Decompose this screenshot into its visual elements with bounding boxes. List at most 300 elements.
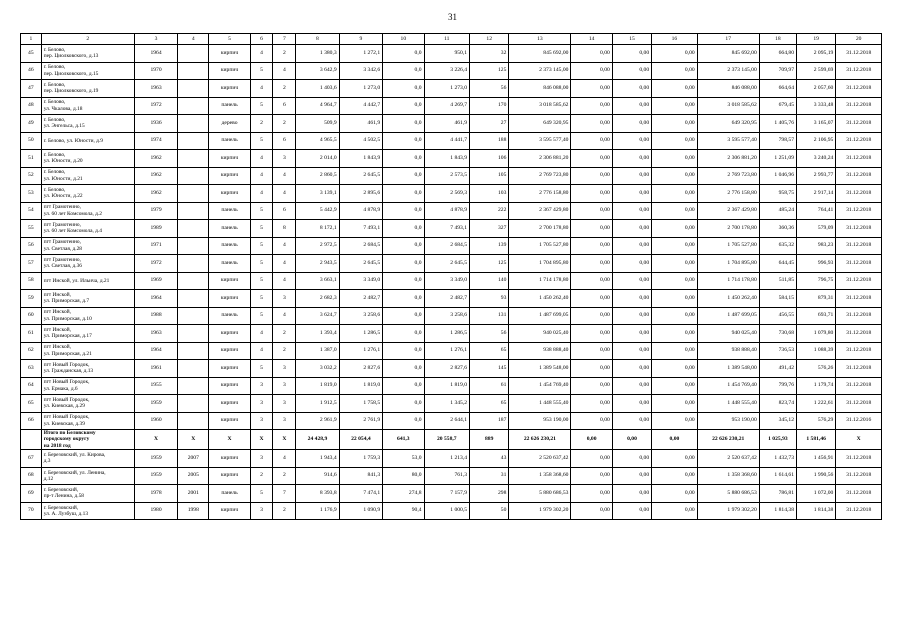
table-cell: 2 014,0 — [296, 150, 339, 168]
table-cell: 2 769 723,80 — [509, 167, 571, 185]
table-cell: 1988 — [134, 307, 177, 325]
table-cell: 0,00 — [571, 342, 612, 360]
table-cell: 3 258,6 — [424, 307, 470, 325]
table-cell: 5 — [250, 202, 273, 220]
table-row — [21, 220, 882, 238]
table-cell: 66 — [21, 412, 42, 430]
table-cell: 0,0 — [383, 307, 424, 325]
table-cell: 0,0 — [383, 395, 424, 413]
table-cell: X — [134, 430, 177, 450]
table-cell: 2 095,19 — [797, 45, 836, 63]
table-cell: 47 — [21, 80, 42, 98]
table-cell: 0,00 — [571, 220, 612, 238]
table-cell: 46 — [21, 62, 42, 80]
column-header: 7 — [273, 34, 296, 45]
table-cell: 0,00 — [571, 360, 612, 378]
table-cell: 1959 — [134, 450, 177, 468]
table-cell: 845 692,00 — [509, 45, 571, 63]
table-cell: 3 663,1 — [296, 272, 339, 290]
table-cell: 52 — [21, 167, 42, 185]
table-cell: кирпич — [209, 185, 250, 203]
table-cell: 90,4 — [383, 502, 424, 520]
table-cell: 664,80 — [759, 45, 796, 63]
table-cell: 20 558,7 — [424, 430, 470, 450]
table-cell: 3 624,7 — [296, 307, 339, 325]
table-cell: 0,0 — [383, 342, 424, 360]
table-cell: 2 860,5 — [296, 167, 339, 185]
table-cell: 187 — [470, 412, 509, 430]
address-cell: пгт Новый Городок, ул. Киевская, д.29 — [41, 395, 134, 413]
table-cell: 841,3 — [339, 467, 382, 485]
table-cell: 491,42 — [759, 360, 796, 378]
table-cell: 4 — [273, 307, 296, 325]
table-cell: 0,00 — [612, 255, 651, 273]
table-cell: 584,15 — [759, 290, 796, 308]
table-cell: 31.12.2018 — [836, 220, 882, 238]
table-cell: 0,00 — [652, 202, 698, 220]
table-cell: 0,00 — [571, 377, 612, 395]
table-cell: 0,00 — [652, 307, 698, 325]
table-cell: 0,00 — [612, 290, 651, 308]
table-cell: 2 645,5 — [339, 167, 382, 185]
table-cell: 1 614,61 — [759, 467, 796, 485]
address-cell: пгт Грамотеино, ул. 60 лет Комсомола, д.4 — [41, 220, 134, 238]
table-cell: 1 403,6 — [296, 80, 339, 98]
table-cell: 22 626 230,21 — [509, 430, 571, 450]
column-header: 15 — [612, 34, 651, 45]
table-cell: 664,64 — [759, 80, 796, 98]
table-cell: кирпич — [209, 360, 250, 378]
table-cell: 2 306 881,20 — [697, 150, 759, 168]
table-cell: 1 273,0 — [339, 80, 382, 98]
table-cell: 649 320,95 — [509, 115, 571, 133]
table-cell: 69 — [21, 485, 42, 503]
table-cell: 1 487 699,05 — [697, 307, 759, 325]
table-cell: 2 — [250, 467, 273, 485]
column-number-row — [21, 34, 882, 45]
table-cell: 0,0 — [383, 360, 424, 378]
table-cell: 0,0 — [383, 377, 424, 395]
table-cell: 2 482,7 — [424, 290, 470, 308]
table-cell: 61 — [21, 325, 42, 343]
table-cell: 31.12.2018 — [836, 290, 882, 308]
table-cell: 31.12.2018 — [836, 395, 882, 413]
table-cell: 1 843,9 — [339, 150, 382, 168]
table-cell: 125 — [470, 62, 509, 80]
table-cell: 0,00 — [571, 290, 612, 308]
table-cell: 31.12.2018 — [836, 80, 882, 98]
table-cell: 693,71 — [797, 307, 836, 325]
table-cell: 1 454 769,40 — [697, 377, 759, 395]
table-cell: дерево — [209, 115, 250, 133]
table-cell: 1 819,0 — [424, 377, 470, 395]
table-row — [21, 485, 882, 503]
table-cell: 0,00 — [612, 62, 651, 80]
table-cell: 3 018 585,62 — [697, 97, 759, 115]
table-cell: 1 088,39 — [797, 342, 836, 360]
table-cell: 2 — [273, 80, 296, 98]
table-cell: 0,00 — [652, 272, 698, 290]
table-cell: 31.12.2018 — [836, 272, 882, 290]
table-cell: 1 759,3 — [339, 450, 382, 468]
table-cell — [178, 185, 209, 203]
table-cell: 31.12.2018 — [836, 467, 882, 485]
table-cell: 0,00 — [571, 450, 612, 468]
table-cell: 0,00 — [571, 237, 612, 255]
table-cell: 576,29 — [797, 412, 836, 430]
table-cell: 1972 — [134, 97, 177, 115]
column-header: 4 — [178, 34, 209, 45]
table-cell: 3 595 577,40 — [697, 132, 759, 150]
table-cell: 3 — [250, 502, 273, 520]
table-cell: 1959 — [134, 395, 177, 413]
table-cell: 0,00 — [571, 395, 612, 413]
table-cell: 1 046,96 — [759, 167, 796, 185]
table-cell: 65 — [21, 395, 42, 413]
table-cell: 0,00 — [652, 97, 698, 115]
column-header: 2 — [41, 34, 134, 45]
table-cell: 0,00 — [571, 485, 612, 503]
table-cell: 3 349,0 — [424, 272, 470, 290]
table-cell: 3 — [250, 450, 273, 468]
address-cell: Итого по Беловскому городскому округу на 2018 год — [41, 430, 134, 450]
table-cell: 0,00 — [612, 325, 651, 343]
table-cell: 0,00 — [571, 185, 612, 203]
table-cell: 511,85 — [759, 272, 796, 290]
table-cell: 3 258,6 — [339, 307, 382, 325]
table-cell: 1 714 178,80 — [697, 272, 759, 290]
table-cell: 2 573,5 — [424, 167, 470, 185]
address-cell: г. Белово, ул. Энгельса, д.15 — [41, 115, 134, 133]
table-cell: 2 106,95 — [797, 132, 836, 150]
column-header: 19 — [797, 34, 836, 45]
table-cell: 5 — [250, 97, 273, 115]
table-cell: 0,00 — [652, 167, 698, 185]
table-cell: 65 — [470, 342, 509, 360]
table-cell: 0,00 — [612, 502, 651, 520]
table-cell: 8 172,1 — [296, 220, 339, 238]
table-cell: 1 943,4 — [296, 450, 339, 468]
table-cell: 22 626 230,21 — [697, 430, 759, 450]
table-cell: 1 758,5 — [339, 395, 382, 413]
table-cell: 31.12.2018 — [836, 45, 882, 63]
table-cell: 50 — [470, 502, 509, 520]
table-cell: 3 — [273, 290, 296, 308]
table-cell: 7 157,9 — [424, 485, 470, 503]
table-cell: 2 — [273, 115, 296, 133]
table-cell: 1979 — [134, 202, 177, 220]
table-cell: 2 — [250, 115, 273, 133]
table-cell: 4 — [273, 62, 296, 80]
table-cell: 31.12.2018 — [836, 255, 882, 273]
table-cell: 31.12.2018 — [836, 167, 882, 185]
address-cell: г. Белово, ул. Чкалова, д.18 — [41, 97, 134, 115]
table-cell: 8 — [273, 220, 296, 238]
page-number: 31 — [448, 12, 457, 22]
table-cell: 1955 — [134, 377, 177, 395]
table-cell: 64 — [21, 377, 42, 395]
table-cell: 461,9 — [424, 115, 470, 133]
table-cell: 1962 — [134, 185, 177, 203]
table-row — [21, 502, 882, 520]
table-cell: 4 878,9 — [424, 202, 470, 220]
table-cell — [178, 342, 209, 360]
table-cell: 1974 — [134, 132, 177, 150]
table-cell: 846 088,00 — [697, 80, 759, 98]
table-cell: кирпич — [209, 467, 250, 485]
address-cell: г. Березовский, ул. Кирова, д.3 — [41, 450, 134, 468]
table-cell: кирпич — [209, 167, 250, 185]
table-cell: 4 442,7 — [339, 97, 382, 115]
table-cell: 31.12.2018 — [836, 485, 882, 503]
housing-repair-table — [20, 33, 882, 520]
table-cell: кирпич — [209, 272, 250, 290]
table-cell: кирпич — [209, 45, 250, 63]
table-cell: 1 222,61 — [797, 395, 836, 413]
table-cell: 0,00 — [652, 395, 698, 413]
table-cell: 1964 — [134, 342, 177, 360]
table-cell: 2 520 637,42 — [697, 450, 759, 468]
table-cell: 1962 — [134, 167, 177, 185]
table-cell: 2 — [273, 45, 296, 63]
table-cell: 1 345,2 — [424, 395, 470, 413]
table-cell: 0,00 — [652, 62, 698, 80]
table-cell: панель — [209, 97, 250, 115]
table-cell: 0,00 — [571, 80, 612, 98]
table-cell: 93 — [470, 290, 509, 308]
table-cell: 2 599,69 — [797, 62, 836, 80]
table-cell: 0,00 — [612, 485, 651, 503]
table-cell: 222 — [470, 202, 509, 220]
table-cell: 31.12.2018 — [836, 132, 882, 150]
table-cell — [178, 377, 209, 395]
table-cell: 0,0 — [383, 255, 424, 273]
table-cell: панель — [209, 202, 250, 220]
table-row — [21, 80, 882, 98]
table-cell: 5 880 686,53 — [697, 485, 759, 503]
table-cell: 1960 — [134, 412, 177, 430]
table-cell — [178, 395, 209, 413]
table-cell: 0,0 — [383, 185, 424, 203]
table-cell: 1 819,0 — [296, 377, 339, 395]
table-cell: 3 139,1 — [296, 185, 339, 203]
table-cell: 65 — [470, 395, 509, 413]
table-cell: 786,81 — [759, 485, 796, 503]
table-cell: 1 448 555,40 — [509, 395, 571, 413]
column-header: 16 — [652, 34, 698, 45]
table-cell: 2 972,5 — [296, 237, 339, 255]
address-cell: г. Белово, пер. Циолковского, д.15 — [41, 62, 134, 80]
table-cell: 0,00 — [612, 377, 651, 395]
table-cell: 0,0 — [383, 45, 424, 63]
table-cell: 1961 — [134, 360, 177, 378]
table-cell: 3 — [250, 377, 273, 395]
table-cell: панель — [209, 255, 250, 273]
table-cell: 0,0 — [383, 290, 424, 308]
table-cell: 2 827,6 — [424, 360, 470, 378]
table-cell: 5 — [250, 237, 273, 255]
table-cell — [178, 150, 209, 168]
table-cell: 140 — [470, 272, 509, 290]
address-cell: г. Белово, ул. Юности, д.22 — [41, 185, 134, 203]
table-cell: 823,74 — [759, 395, 796, 413]
table-cell: 31.12.2018 — [836, 185, 882, 203]
table-cell: 43 — [470, 450, 509, 468]
address-cell: пгт Инской, ул. Ильича, д.21 — [41, 272, 134, 290]
table-cell: 3 018 585,62 — [509, 97, 571, 115]
table-cell: 0,00 — [612, 467, 651, 485]
table-cell: 5 — [250, 62, 273, 80]
table-cell: 0,00 — [652, 290, 698, 308]
table-row — [21, 342, 882, 360]
table-cell: 1 273,0 — [424, 80, 470, 98]
table-cell: 1 276,1 — [339, 342, 382, 360]
table-row — [21, 237, 882, 255]
table-cell: 3 595 577,40 — [509, 132, 571, 150]
table-cell: 0,00 — [612, 167, 651, 185]
table-cell: 0,00 — [612, 360, 651, 378]
table-cell: 0,00 — [571, 150, 612, 168]
table-cell: 31.12.2018 — [836, 97, 882, 115]
table-cell: 2 993,77 — [797, 167, 836, 185]
table-row — [21, 97, 882, 115]
address-cell: пгт Новый Городок, ул. Ермака, д.6 — [41, 377, 134, 395]
table-cell: 31.12.2018 — [836, 237, 882, 255]
table-cell: 63 — [21, 360, 42, 378]
table-row — [21, 307, 882, 325]
table-cell: 2 700 178,80 — [509, 220, 571, 238]
table-cell: 1962 — [134, 150, 177, 168]
table-cell: 0,00 — [612, 45, 651, 63]
table-cell: 0,00 — [652, 150, 698, 168]
table-cell: 7 493,1 — [339, 220, 382, 238]
table-cell: 4 — [250, 150, 273, 168]
table-cell: 31.12.2018 — [836, 150, 882, 168]
table-cell: 31.12.2018 — [836, 202, 882, 220]
table-cell: 2 827,6 — [339, 360, 382, 378]
table-cell: 2 482,7 — [339, 290, 382, 308]
table-cell: 0,00 — [571, 272, 612, 290]
table-cell: кирпич — [209, 395, 250, 413]
table-cell: 0,00 — [612, 237, 651, 255]
table-cell: 1 000,5 — [424, 502, 470, 520]
table-cell: 2 569,3 — [424, 185, 470, 203]
table-cell: 0,00 — [571, 167, 612, 185]
table-cell: 31.12.2018 — [836, 325, 882, 343]
table-cell: 2 776 158,80 — [509, 185, 571, 203]
table-cell: 0,00 — [612, 97, 651, 115]
table-row — [21, 45, 882, 63]
table-cell: 31.12.2018 — [836, 450, 882, 468]
table-cell — [178, 62, 209, 80]
table-cell: панель — [209, 485, 250, 503]
table-cell: 80,0 — [383, 467, 424, 485]
table-cell: 1963 — [134, 325, 177, 343]
table-cell: 2 520 637,42 — [509, 450, 571, 468]
table-cell: 0,00 — [652, 45, 698, 63]
table-cell: X — [250, 430, 273, 450]
table-cell: 2005 — [178, 467, 209, 485]
table-cell: 0,00 — [652, 485, 698, 503]
table-cell: 1 819,0 — [339, 377, 382, 395]
table-row — [21, 395, 882, 413]
table-cell: 0,00 — [652, 185, 698, 203]
table-cell: 3 642,9 — [296, 62, 339, 80]
table-cell: 958,75 — [759, 185, 796, 203]
table-cell: кирпич — [209, 377, 250, 395]
table-cell: 31.12.2018 — [836, 307, 882, 325]
table-cell: 5 — [250, 220, 273, 238]
table-cell: 0,00 — [652, 467, 698, 485]
table-cell: 1 251,09 — [759, 150, 796, 168]
table-cell: 1959 — [134, 467, 177, 485]
table-cell: 2 367 429,80 — [509, 202, 571, 220]
table-cell: 0,00 — [652, 220, 698, 238]
table-cell — [21, 430, 42, 450]
table-cell: 6 — [273, 97, 296, 115]
table-cell: 4 — [273, 255, 296, 273]
table-cell — [178, 80, 209, 98]
table-cell: 0,0 — [383, 220, 424, 238]
table-cell: 4 — [273, 272, 296, 290]
table-cell: кирпич — [209, 62, 250, 80]
table-cell: 0,00 — [652, 430, 698, 450]
table-cell: кирпич — [209, 450, 250, 468]
table-cell: 170 — [470, 97, 509, 115]
table-cell — [178, 167, 209, 185]
table-cell: 940 025,40 — [509, 325, 571, 343]
table-cell: 2 — [273, 467, 296, 485]
table-cell: 2 373 145,00 — [697, 62, 759, 80]
table-cell: 5 — [250, 290, 273, 308]
table-cell: 0,00 — [652, 115, 698, 133]
table-cell: 5 — [250, 307, 273, 325]
table-cell — [178, 272, 209, 290]
table-cell: 2001 — [178, 485, 209, 503]
address-cell: пгт Грамотеино, ул. 60 лет Комсомола, д.2 — [41, 202, 134, 220]
table-cell: 1989 — [134, 220, 177, 238]
table-cell: 799,76 — [759, 377, 796, 395]
address-cell: г. Березовский, пр-т Ленина, д.58 — [41, 485, 134, 503]
table-cell: 3 — [273, 360, 296, 378]
table-cell: 31 — [470, 467, 509, 485]
table-cell: 105 — [470, 167, 509, 185]
table-cell: 4 269,7 — [424, 97, 470, 115]
table-cell: 3 240,24 — [797, 150, 836, 168]
table-cell — [178, 360, 209, 378]
table-cell: 106 — [470, 150, 509, 168]
address-cell: пгт Инской, ул. Приморская, д.21 — [41, 342, 134, 360]
table-cell: 54 — [21, 202, 42, 220]
table-cell: 0,0 — [383, 412, 424, 430]
column-header: 6 — [250, 34, 273, 45]
table-cell: 845 692,00 — [697, 45, 759, 63]
table-row — [21, 62, 882, 80]
table-cell: 345,12 — [759, 412, 796, 430]
table-cell: 761,3 — [424, 467, 470, 485]
table-cell: 1 286,5 — [339, 325, 382, 343]
table-cell: 0,00 — [612, 342, 651, 360]
table-cell: 0,0 — [383, 167, 424, 185]
table-cell — [178, 307, 209, 325]
table-cell: 0,00 — [571, 502, 612, 520]
table-cell: 0,00 — [612, 185, 651, 203]
table-cell: 938 888,40 — [697, 342, 759, 360]
table-cell: 3 — [273, 395, 296, 413]
table-cell: 2 895,6 — [339, 185, 382, 203]
address-cell: г. Белово, пер. Циолковского, д.19 — [41, 80, 134, 98]
table-cell: 0,00 — [652, 412, 698, 430]
